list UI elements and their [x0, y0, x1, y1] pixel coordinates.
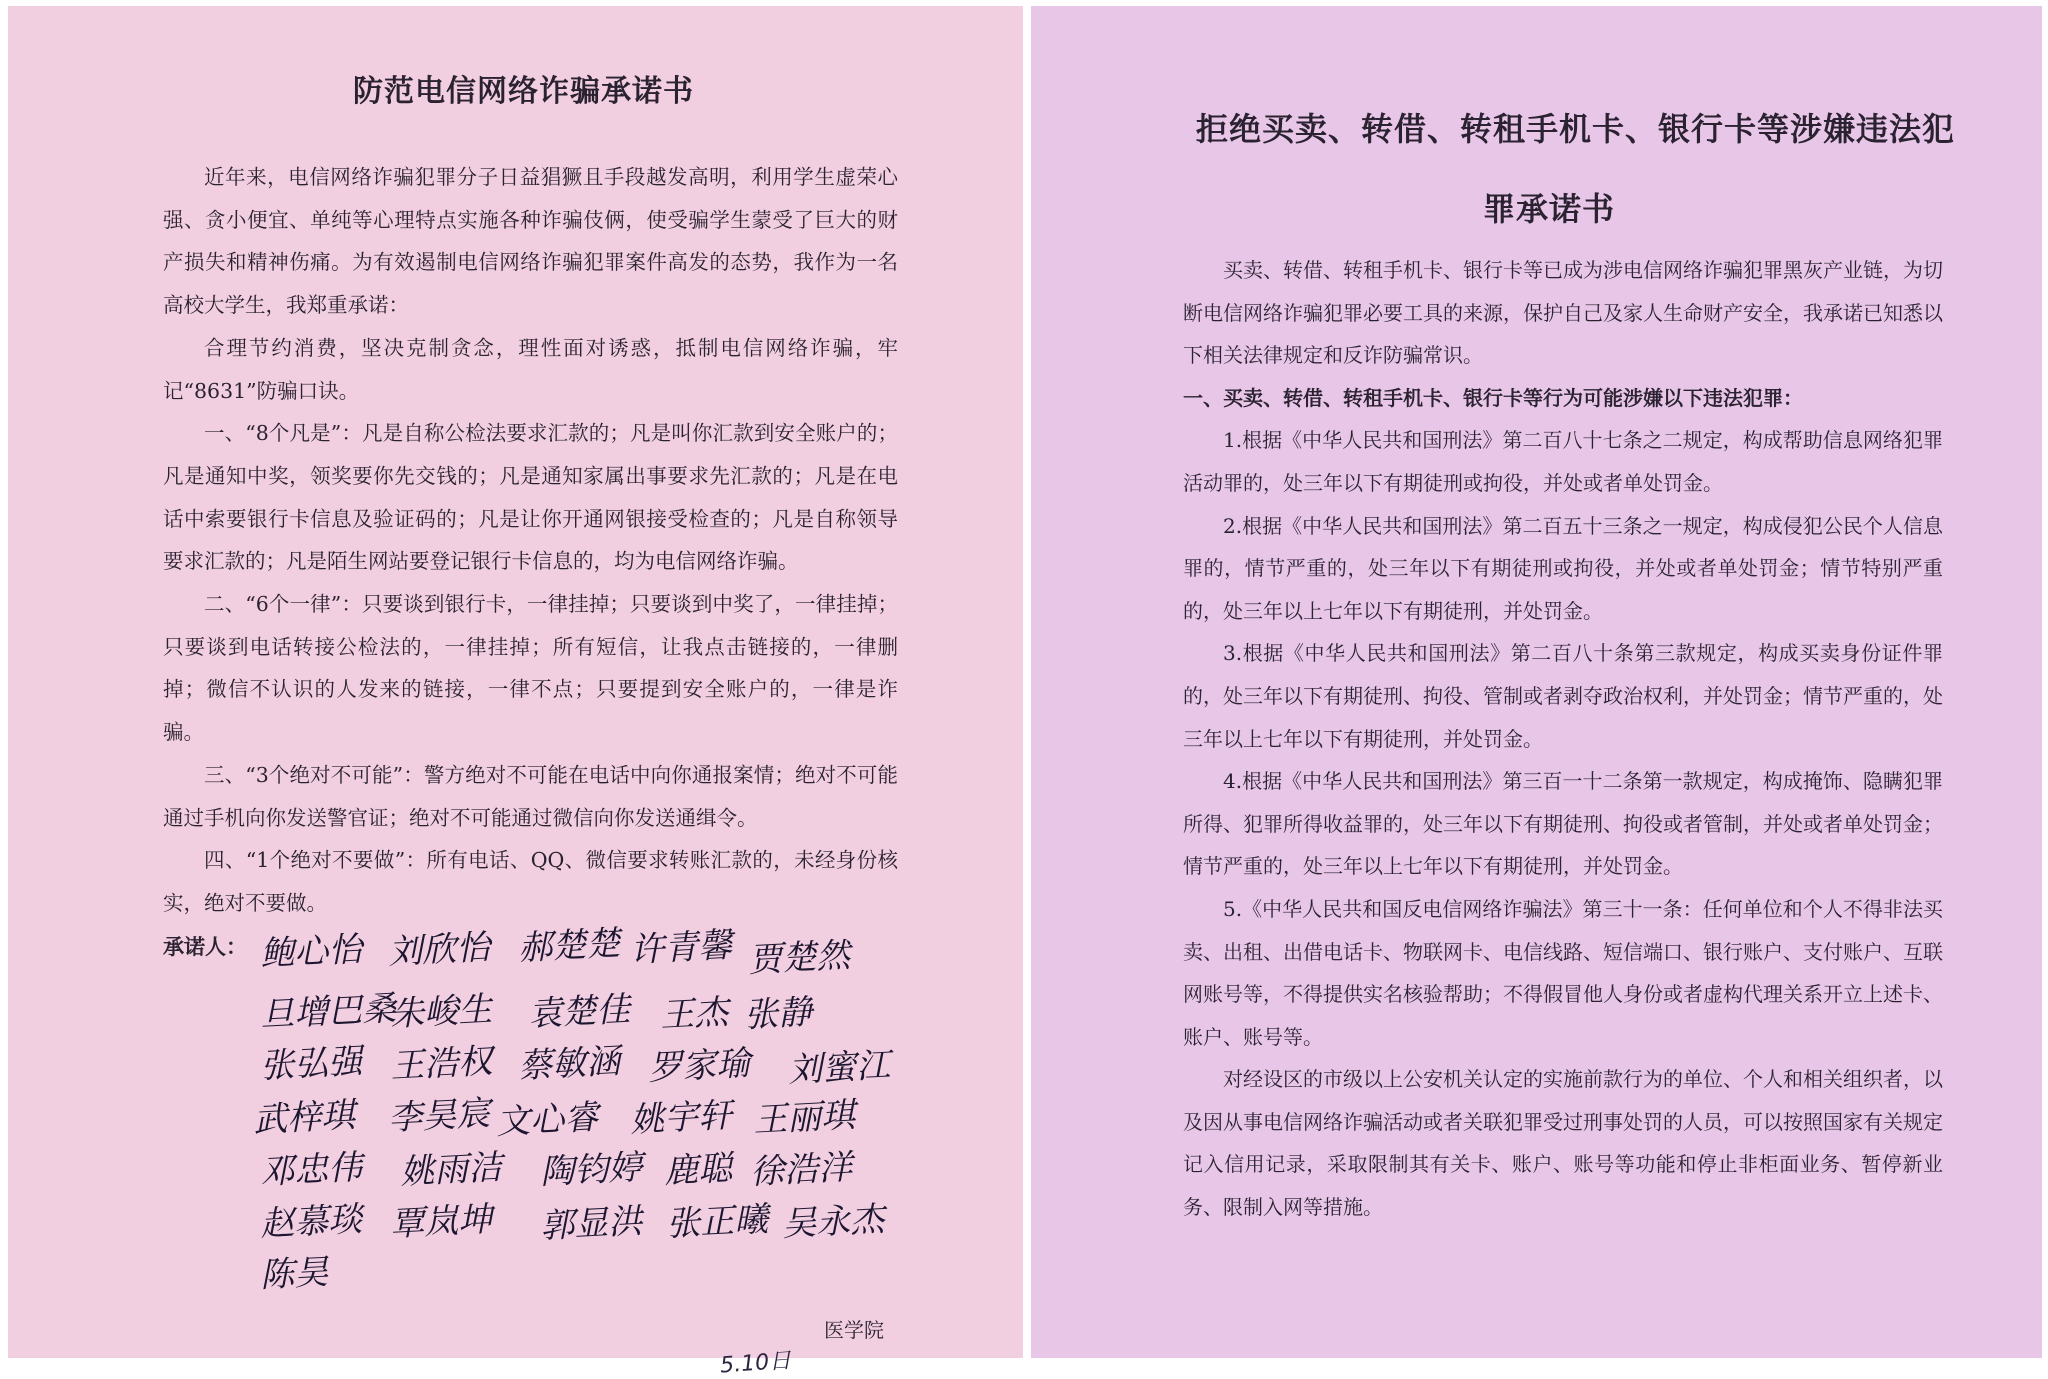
signature: 罗家瑜: [647, 1043, 752, 1089]
signature: 张静: [743, 992, 814, 1036]
signature: 王杰: [659, 992, 730, 1036]
left-paragraph: 四、“1个绝对不要做”：所有电话、QQ、微信要求转账汇款的，未经身份核实，绝对不要做。: [163, 848, 898, 915]
signature: 姚雨洁: [399, 1147, 504, 1193]
signature: 王丽琪: [752, 1095, 857, 1141]
signature: 郝楚楚: [517, 923, 622, 969]
left-document-body: [163, 156, 898, 925]
right-document-page: [1031, 6, 2042, 1358]
right-law-item: 3.根据《中华人民共和国刑法》第二百八十条第三款规定，构成买卖身份证件罪的，处三年以下有期徒刑、拘役、管制或者剥夺政治权利，并处罚金；情节严重的，处三年以上七年以下有期徒刑，并处罚金。: [1183, 641, 1943, 751]
signature: 朱峻生: [389, 989, 494, 1035]
right-intro-paragraph: 买卖、转借、转租手机卡、银行卡等已成为涉电信网络诈骗犯罪黑灰产业链，为切断电信网络诈骗犯罪必要工具的来源，保护自己及家人生命财产安全，我承诺已知悉以下相关法律规定和反诈防骗常识。: [1183, 258, 1943, 368]
department-label: 医学院: [824, 1318, 884, 1342]
signature: 覃岚坤: [389, 1199, 494, 1245]
left-paragraph: 二、“6个一律”：只要谈到银行卡，一律挂掉；只要谈到中奖了，一律挂掉；只要谈到电话转接公检法的，一律挂掉；所有短信，让我点击链接的，一律删掉；微信不认识的人发来的链接，一律不点；只要提到安全账户的，一律是诈骗。: [163, 592, 898, 745]
handwritten-date: 5.10日: [719, 1348, 792, 1379]
signature: 吴永杰: [781, 1199, 886, 1245]
signature: 蔡敏涵: [517, 1041, 622, 1087]
right-law-item: 5.《中华人民共和国反电信网络诈骗法》第三十一条：任何单位和个人不得非法买卖、出租、出借电话卡、物联网卡、电信线路、短信端口、银行账户、支付账户、互联网账号等，不得提供实名核验帮助；不得假冒他人身份或者虚构代理关系开立上述卡、账户、账号等。: [1183, 896, 1943, 1049]
signature: 张正曦: [665, 1199, 770, 1245]
signature: 贾楚然: [747, 935, 852, 981]
signature: 鲍心怡: [259, 929, 364, 975]
right-law-item: 1.根据《中华人民共和国刑法》第二百八十七条之二规定，构成帮助信息网络犯罪活动罪的，处三年以下有期徒刑或拘役，并处或者单处罚金。: [1183, 428, 1943, 495]
right-law-item: 4.根据《中华人民共和国刑法》第三百一十二条第一款规定，构成掩饰、隐瞒犯罪所得、犯罪所得收益罪的，处三年以下有期徒刑、拘役或者管制，并处或者单处罚金；情节严重的，处三年以上七年以下有期徒刑，并处罚金。: [1183, 769, 1943, 879]
signature: 郭显洪: [539, 1201, 644, 1247]
signature: 姚宇轩: [629, 1095, 734, 1141]
right-document-body: [1183, 249, 1943, 1229]
left-document-title: 防范电信网络诈骗承诺书: [353, 74, 694, 109]
signature: 旦增巴桑: [259, 988, 398, 1036]
signature: 徐浩洋: [749, 1147, 854, 1193]
left-paragraph: 一、“8个凡是”：凡是自称公检法要求汇款的；凡是叫你汇款到安全账户的；凡是通知中奖，领奖要你先交钱的；凡是通知家属出事要求先汇款的；凡是在电话中索要银行卡信息及验证码的；凡是让你开通网银接受检查的；凡是自称领导要求汇款的；凡是陌生网站要登记银行卡信息的，均为电信网络诈骗。: [163, 421, 898, 574]
signature: 刘蜜江: [787, 1045, 892, 1091]
signature: 李昊宸: [387, 1093, 492, 1139]
signature: 袁楚佳: [527, 989, 632, 1035]
right-document-title-line2: 罪承诺书: [1483, 190, 1616, 228]
left-paragraph: 三、“3个绝对不可能”：警方绝对不可能在电话中向你通报案情；绝对不可能通过手机向你发送警官证；绝对不可能通过微信向你发送通缉令。: [163, 762, 898, 830]
signature: 鹿聪: [663, 1148, 734, 1192]
signature: 邓忠伟: [259, 1147, 364, 1193]
left-paragraph: 合理节约消费，坚决克制贪念，理性面对诱惑，抵制电信网络诈骗，牢记“8631”防骗口诀。: [163, 335, 898, 403]
right-law-item: 对经设区的市级以上公安机关认定的实施前款行为的单位、个人和相关组织者，以及因从事电信网络诈骗活动或者关联犯罪受过刑事处罚的人员，可以按照国家有关规定记入信用记录，采取限制其有关卡、账户、账号等功能和停止非柜面业务、暂停新业务、限制入网等措施。: [1183, 1067, 1943, 1220]
signature: 武梓琪: [252, 1095, 357, 1141]
left-paragraph: 近年来，电信网络诈骗犯罪分子日益猖獗且手段越发高明，利用学生虚荣心强、贪小便宜、单纯等心理特点实施各种诈骗伎俩，使受骗学生蒙受了巨大的财产损失和精神伤痛。为有效遏制电信网络诈骗犯罪案件高发的态势，我作为一名高校大学生，我郑重承诺：: [163, 165, 898, 318]
signature: 赵慕琰: [259, 1199, 364, 1245]
left-document-page: [8, 6, 1023, 1379]
right-document-title-line1: 拒绝买卖、转借、转租手机卡、银行卡等涉嫌违法犯: [1196, 110, 1956, 148]
signature: 张弘强: [259, 1041, 364, 1087]
right-section-heading: 一、买卖、转借、转租手机卡、银行卡等行为可能涉嫌以下违法犯罪：: [1183, 385, 1803, 410]
right-law-item: 2.根据《中华人民共和国刑法》第二百五十三条之一规定，构成侵犯公民个人信息罪的，情节严重的，处三年以下有期徒刑或拘役，并处或者单处罚金；情节特别严重的，处三年以上七年以下有期徒刑，并处罚金。: [1183, 513, 1943, 623]
signature: 刘欣怡: [387, 927, 492, 973]
signature: 陈昊: [259, 1252, 330, 1296]
signature: 许青馨: [629, 925, 734, 971]
signature-label: 承诺人：: [163, 934, 247, 959]
signature: 王浩权: [389, 1041, 494, 1087]
signature: 文心睿: [495, 1097, 600, 1143]
signature: 陶钧婷: [539, 1147, 644, 1193]
